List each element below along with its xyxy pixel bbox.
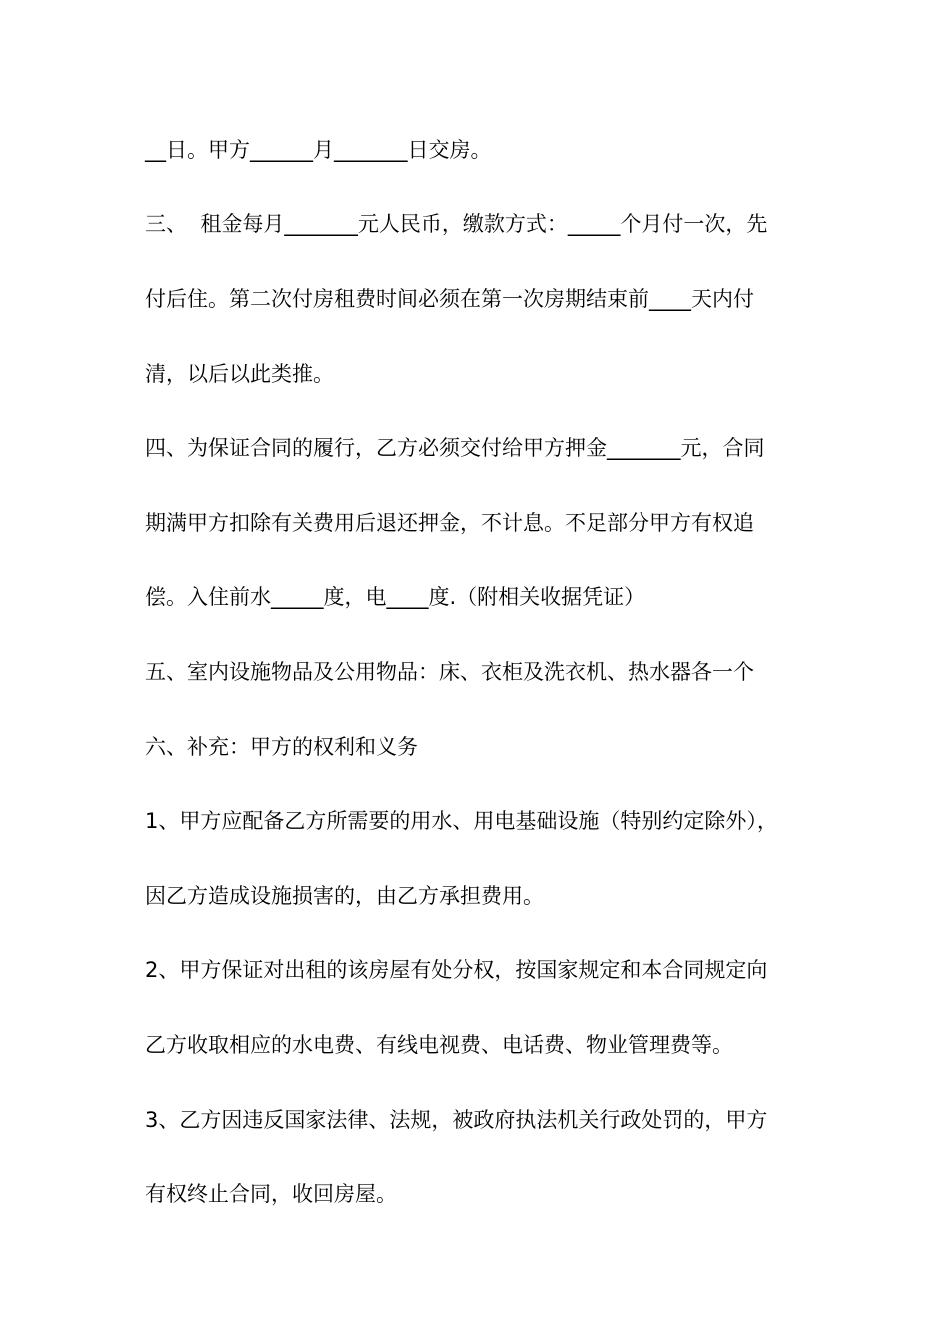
text-line: 有权终止合同，收回房屋。 xyxy=(145,1182,397,1206)
text-line: 清，以后以此类推。 xyxy=(145,362,334,386)
text-line: 五、室内设施物品及公用物品：床、衣柜及洗衣机、热水器各一个 xyxy=(145,660,754,684)
text-line: 四、为保证合同的履行，乙方必须交付给甲方押金_______元，合同 xyxy=(145,436,765,460)
text-line: 偿。入住前水_____度，电____度.（附相关收据凭证） xyxy=(145,585,646,609)
text-line: 三、 租金每月_______元人民币，缴款方式：_____个月付一次，先 xyxy=(145,212,768,236)
text-line: 1、甲方应配备乙方所需要的用水、用电基础设施（特别约定除外）， xyxy=(145,809,778,833)
text-line: 付后住。第二次付房租费时间必须在第一次房期结束前____天内付 xyxy=(145,287,754,311)
text-line: 期满甲方扣除有关费用后退还押金，不计息。不足部分甲方有权追 xyxy=(145,511,754,535)
text-line: 3、乙方因违反国家法律、法规，被政府执法机关行政处罚的，甲方 xyxy=(145,1108,768,1132)
text-line: 六、补充：甲方的权利和义务 xyxy=(145,735,418,759)
text-line: 2、甲方保证对出租的该房屋有处分权，按国家规定和本合同规定向 xyxy=(145,958,768,982)
text-line: 因乙方造成设施损害的，由乙方承担费用。 xyxy=(145,884,544,908)
text-line: __日。甲方______月_______日交房。 xyxy=(145,138,492,162)
text-line: 乙方收取相应的水电费、有线电视费、电话费、物业管理费等。 xyxy=(145,1033,733,1057)
